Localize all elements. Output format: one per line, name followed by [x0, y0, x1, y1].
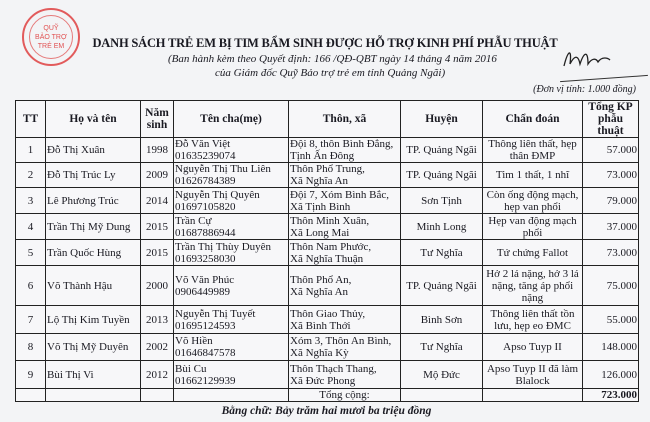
col-header: Tổng KP phẫu thuật	[583, 101, 639, 138]
surgery-cost: 148.000	[583, 334, 639, 361]
col-header: Huyện	[401, 101, 483, 138]
commune: Xã Nghĩa Kỳ	[290, 347, 349, 359]
address-cell	[289, 163, 401, 188]
row-number: 3	[16, 188, 46, 214]
col-header: Chẩn đoán	[483, 101, 583, 138]
address-cell	[289, 240, 401, 266]
row-number: 6	[16, 266, 46, 306]
district: Minh Long	[401, 214, 483, 240]
child-name: Đỗ Thị Trúc Ly	[46, 163, 141, 188]
parent-cell	[174, 240, 289, 266]
diagnosis: Thông liên thất tồn lưu, hẹp eo ĐMC	[483, 306, 583, 334]
parent-cell	[174, 138, 289, 163]
birth-year: 2015	[141, 214, 174, 240]
address-cell	[289, 361, 401, 389]
table-row	[16, 361, 639, 389]
surgery-cost: 57.000	[583, 138, 639, 163]
diagnosis: Tim 1 thất, 1 nhĩ	[483, 163, 583, 188]
parent-name: Nguyễn Thị Tuyết	[175, 307, 256, 320]
row-number: 9	[16, 361, 46, 389]
total-row	[16, 389, 639, 402]
parent-cell	[174, 163, 289, 188]
address-cell	[289, 306, 401, 334]
diagnosis: Apso Tuyp II đã làm Blalock	[483, 361, 583, 389]
village: Thôn Phổ An,	[290, 273, 352, 286]
birth-year: 2009	[141, 163, 174, 188]
commune: Xã Nghĩa Thuận	[290, 252, 364, 265]
row-number: 7	[16, 306, 46, 334]
diagnosis: Còn ống động mạch, hẹp van phổi	[483, 188, 583, 214]
birth-year: 2012	[141, 361, 174, 389]
surgery-cost: 79.000	[583, 188, 639, 214]
district: Bình Sơn	[401, 306, 483, 334]
decision-reference: (Ban hành kèm theo Quyết định: 166 /QĐ-QBT ngày 14 tháng 4 năm 2016	[168, 53, 497, 65]
district: TP. Quảng Ngãi	[401, 266, 483, 306]
parent-name: Bùi Cu	[175, 362, 207, 375]
diagnosis: Hở 2 lá nặng, hở 3 lá nặng, tăng áp phổi nặng	[483, 266, 583, 306]
district: TP. Quảng Ngãi	[401, 163, 483, 188]
col-header: TT	[16, 101, 46, 138]
district: Tư Nghĩa	[401, 240, 483, 266]
commune: Xã Bình Thới	[290, 319, 351, 332]
district: Sơn Tịnh	[401, 188, 483, 214]
table-row	[16, 266, 639, 306]
address-cell	[289, 334, 401, 361]
parent-phone: 0906449989	[175, 285, 230, 298]
parent-name: Trần Cự	[175, 214, 212, 227]
village: Đội 8, thôn Bình Đẳng,	[290, 138, 394, 150]
row-number: 1	[16, 138, 46, 163]
village: Đội 7, Xóm Bình Bắc,	[290, 188, 389, 201]
surgery-cost: 55.000	[583, 306, 639, 334]
address-cell	[289, 214, 401, 240]
birth-year: 2014	[141, 188, 174, 214]
amount-in-words: Bằng chữ: Bảy trăm hai mươi ba triệu đồng	[221, 405, 432, 417]
parent-cell	[174, 214, 289, 240]
diagnosis: Tứ chứng Fallot	[483, 240, 583, 266]
child-name: Võ Thị Mỹ Duyên	[46, 334, 141, 361]
table-row	[16, 334, 639, 361]
parent-phone: 01687886944	[175, 226, 236, 239]
parent-cell	[174, 306, 289, 334]
official-stamp: QUỸ BẢO TRỢ TRẺ EM	[22, 8, 80, 66]
surgery-cost: 73.000	[583, 240, 639, 266]
parent-name: Nguyễn Thị Thu Liên	[175, 163, 271, 175]
birth-year: 2002	[141, 334, 174, 361]
diagnosis: Thông liên thất, hẹp thân ĐMP	[483, 138, 583, 163]
district: TP. Quảng Ngãi	[401, 138, 483, 163]
table-row	[16, 138, 639, 163]
commune: Xã Nghĩa An	[290, 285, 349, 298]
birth-year: 2013	[141, 306, 174, 334]
address-cell	[289, 138, 401, 163]
surgery-cost: 75.000	[583, 266, 639, 306]
col-header: Họ và tên	[46, 101, 141, 138]
col-header: Năm sinh	[141, 101, 174, 138]
table-row	[16, 188, 639, 214]
parent-cell	[174, 266, 289, 306]
parent-cell	[174, 361, 289, 389]
document-body	[15, 100, 638, 417]
parent-phone: 01695124593	[175, 319, 236, 332]
address-cell	[289, 188, 401, 214]
child-name: Bùi Thị Vi	[46, 361, 141, 389]
col-header: Tên cha(mẹ)	[174, 101, 289, 138]
beneficiary-table	[15, 100, 639, 402]
signature-line	[560, 75, 648, 82]
parent-cell	[174, 188, 289, 214]
village: Thôn Nam Phước,	[290, 240, 372, 253]
signature	[560, 46, 612, 72]
diagnosis: Apso Tuyp II	[483, 334, 583, 361]
parent-phone: 01626784389	[175, 175, 236, 187]
commune: Xã Nghĩa An	[290, 175, 349, 187]
child-name: Trần Quốc Hùng	[46, 240, 141, 266]
village: Thôn Phổ Trung,	[290, 163, 365, 175]
birth-year: 2015	[141, 240, 174, 266]
surgery-cost: 73.000	[583, 163, 639, 188]
table-row	[16, 163, 639, 188]
commune: Xã Long Mai	[290, 226, 350, 239]
child-name: Võ Thành Hậu	[46, 266, 141, 306]
unit-note: (Đơn vị tính: 1.000 đồng)	[533, 84, 636, 95]
district: Tư Nghĩa	[401, 334, 483, 361]
col-header: Thôn, xã	[289, 101, 401, 138]
diagnosis: Hẹp van động mạch phổi	[483, 214, 583, 240]
commune: Tịnh Ấn Đông	[290, 150, 355, 162]
child-name: Trần Thị Mỹ Dung	[46, 214, 141, 240]
village: Thôn Thạch Thang,	[290, 362, 377, 375]
commune: Xã Đức Phong	[290, 374, 356, 387]
document-title: DANH SÁCH TRẺ EM BỊ TIM BẨM SINH ĐƯỢC HỖ TRỢ KINH PHÍ PHẪU THUẬT	[92, 36, 558, 50]
parent-name: Đỗ Văn Việt	[175, 138, 231, 150]
parent-phone: 01635239074	[175, 150, 236, 162]
table-row	[16, 306, 639, 334]
birth-year: 1998	[141, 138, 174, 163]
table-row	[16, 240, 639, 266]
parent-name: Võ Văn Phúc	[175, 273, 235, 286]
village: Xóm 3, Thôn An Bình,	[290, 335, 392, 347]
birth-year: 2000	[141, 266, 174, 306]
parent-name: Trần Thị Thùy Duyên	[175, 240, 272, 253]
row-number: 2	[16, 163, 46, 188]
village: Thôn Giao Thủy,	[290, 307, 366, 320]
issuer-line: của Giám đốc Quỹ Bảo trợ trẻ em tỉnh Quảng Ngãi)	[215, 67, 446, 79]
address-cell	[289, 266, 401, 306]
surgery-cost: 126.000	[583, 361, 639, 389]
district: Mộ Đức	[401, 361, 483, 389]
row-number: 4	[16, 214, 46, 240]
village: Thôn Minh Xuân,	[290, 214, 370, 227]
row-number: 5	[16, 240, 46, 266]
table-row	[16, 214, 639, 240]
parent-cell	[174, 334, 289, 361]
row-number: 8	[16, 334, 46, 361]
child-name: Lộ Thị Kim Tuyền	[46, 306, 141, 334]
parent-phone: 01697105820	[175, 200, 236, 213]
parent-phone: 01662129939	[175, 374, 236, 387]
parent-phone: 01693258030	[175, 252, 236, 265]
parent-phone: 01646847578	[175, 347, 236, 359]
parent-name: Võ Hiền	[175, 335, 213, 347]
commune: Xã Tịnh Bình	[290, 200, 351, 213]
child-name: Đỗ Thị Xuân	[46, 138, 141, 163]
total-value: 723.000	[583, 389, 639, 402]
parent-name: Nguyễn Thị Quyên	[175, 188, 260, 201]
total-label: Tổng cộng:	[289, 389, 401, 402]
table-header	[16, 101, 639, 138]
child-name: Lê Phương Trúc	[46, 188, 141, 214]
surgery-cost: 37.000	[583, 214, 639, 240]
